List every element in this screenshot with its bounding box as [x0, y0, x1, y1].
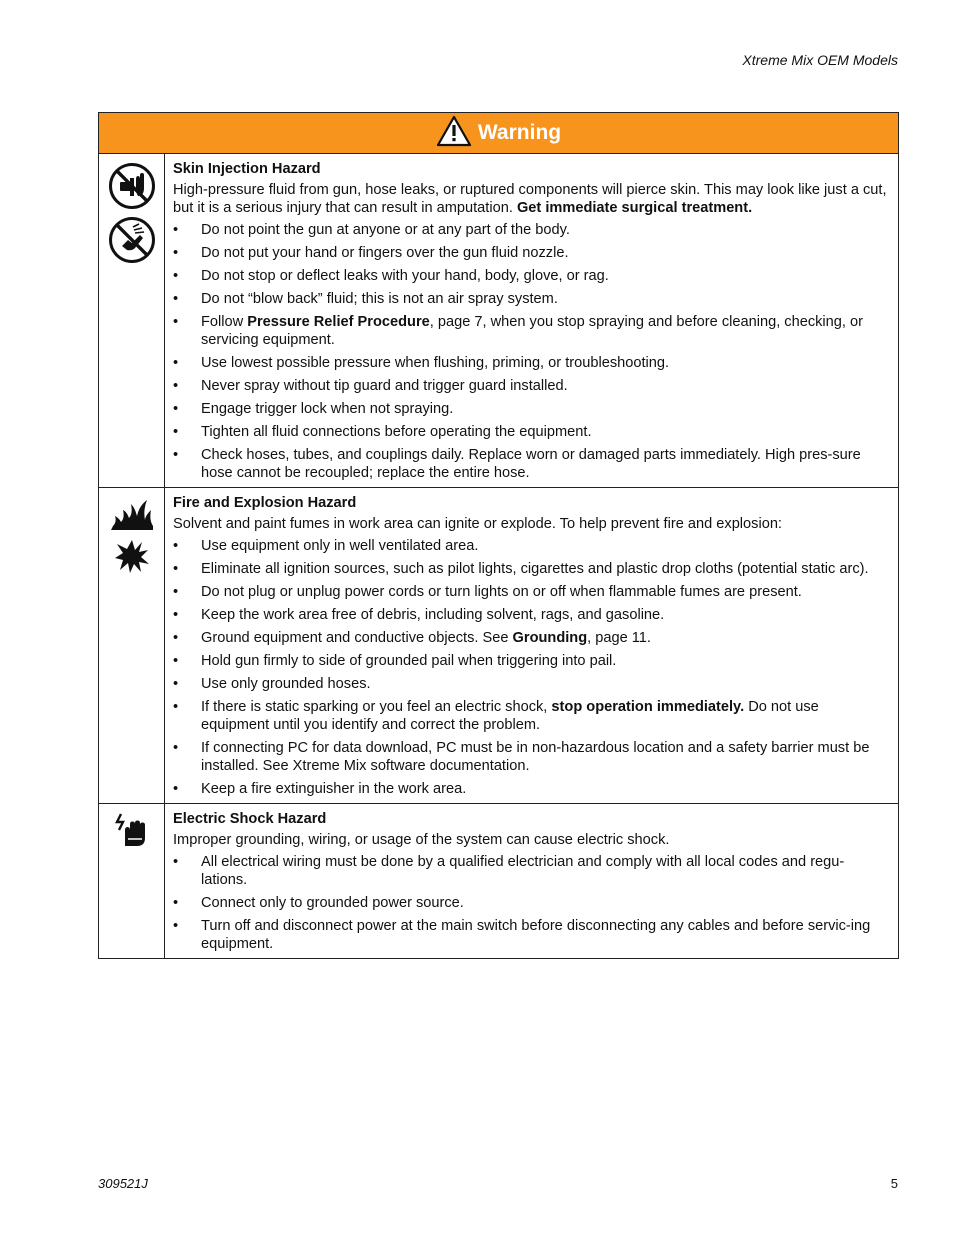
- hazard-list-item: • Use equipment only in well ventilated area.: [173, 537, 890, 555]
- hazard-text-column: [165, 804, 898, 958]
- hazard-list-item: • Keep the work area free of debris, including solvent, rags, and gasoline.: [173, 606, 890, 624]
- hazard-title: Fire and Explosion Hazard: [173, 495, 357, 511]
- flame-icon: [109, 496, 155, 532]
- list-item-text: Do not use equipment until you identify and correct the problem.: [201, 699, 819, 733]
- hazard-list-item: • Do not plug or unplug power cords or turn lights on or off when flammable fumes are present.: [173, 583, 890, 601]
- hazard-icon-column: [99, 804, 165, 958]
- hazard-icon-column: [99, 154, 165, 487]
- hazard-intro: [173, 181, 890, 217]
- hazard-list-item: • Do not “blow back” fluid; this is not an air spray system.: [173, 290, 890, 308]
- hazard-icon-column: [99, 488, 165, 803]
- warning-heading: Warning: [477, 121, 562, 144]
- hazard-list-item: • Hold gun firmly to side of grounded pail when triggering into pail.: [173, 652, 890, 670]
- hazard-row-electric-shock: [99, 804, 898, 958]
- list-item-text: , page 11.: [587, 630, 651, 646]
- hazard-list-item: • If connecting PC for data download, PC must be in non-hazardous location and a safety barrier must be installed. See Xtreme Mix software documentation.: [173, 739, 890, 775]
- running-header: Xtreme Mix OEM Models: [742, 52, 898, 68]
- hazard-intro: Improper grounding, wiring, or usage of the system can cause electric shock.: [173, 832, 670, 848]
- hazard-row-skin-injection: [99, 154, 898, 488]
- warning-table: [98, 112, 899, 959]
- hazard-list-item: • Connect only to grounded power source.: [173, 894, 890, 912]
- hazard-list-item: • Do not put your hand or fingers over the gun fluid nozzle.: [173, 244, 890, 262]
- hazard-list-item: • Turn off and disconnect power at the main switch before disconnecting any cables and before servic-ing equipment.: [173, 917, 890, 953]
- no-hand-in-spray-icon: [108, 216, 156, 264]
- list-item-emphasis: Pressure Relief Procedure: [247, 314, 430, 330]
- hazard-list-item: • Keep a fire extinguisher in the work area.: [173, 780, 890, 798]
- hazard-list-item: • Eliminate all ignition sources, such as pilot lights, cigarettes and plastic drop cloths (potential static arc).: [173, 560, 890, 578]
- intro-text: High-pressure fluid from gun, hose leaks, or ruptured components will pierce skin. This may look like just a cut, but it is a serious injury that can result in amputation.: [173, 182, 887, 216]
- intro-emphasis: Get immediate surgical treatment.: [516, 200, 753, 216]
- hazard-intro: Solvent and paint fumes in work area can ignite or explode. To help prevent fire and explosion:: [173, 516, 782, 532]
- no-hand-over-nozzle-icon: [108, 162, 156, 210]
- hazard-text-column: [165, 488, 898, 803]
- hazard-list: [173, 221, 890, 482]
- hazard-list-item: • Use lowest possible pressure when flushing, priming, or troubleshooting.: [173, 354, 890, 372]
- warning-banner: [99, 113, 898, 154]
- list-item-text: Follow: [201, 314, 248, 330]
- hazard-list-item: • Check hoses, tubes, and couplings daily. Replace worn or damaged parts immediately. High pres-sure hose cannot be recoupled; replace the entire hose.: [173, 446, 890, 482]
- hazard-title: Skin Injection Hazard: [173, 161, 321, 177]
- hazard-text-column: [165, 154, 898, 487]
- hazard-row-fire-explosion: [99, 488, 898, 804]
- page-number: 5: [890, 1176, 898, 1191]
- hazard-list-item: • Do not stop or deflect leaks with your hand, body, glove, or rag.: [173, 267, 890, 285]
- warning-triangle-icon: [436, 115, 472, 147]
- list-item-emphasis: Grounding: [512, 630, 588, 646]
- hazard-list-item: [173, 698, 890, 734]
- list-item-emphasis: stop operation immediately.: [551, 699, 745, 715]
- hazard-list-item: • Never spray without tip guard and trigger guard installed.: [173, 377, 890, 395]
- document-number: 309521J: [98, 1176, 148, 1191]
- hazard-title: Electric Shock Hazard: [173, 811, 327, 827]
- hazard-list-item: • Do not point the gun at anyone or at any part of the body.: [173, 221, 890, 239]
- hazard-list: [173, 853, 890, 953]
- hazard-list-item: [173, 629, 890, 647]
- hazard-list-item: • All electrical wiring must be done by a qualified electrician and comply with all local codes and regu-lations.: [173, 853, 890, 889]
- hazard-list-item: • Tighten all fluid connections before operating the equipment.: [173, 423, 890, 441]
- hazard-list: [173, 537, 890, 798]
- list-item-text: Ground equipment and conductive objects. See: [201, 630, 513, 646]
- explosion-icon: [114, 538, 150, 574]
- hazard-list-item: [173, 313, 890, 349]
- list-item-text: , page 7, when you stop spraying and before cleaning, checking, or servicing equipment.: [201, 314, 863, 348]
- hazard-list-item: • Use only grounded hoses.: [173, 675, 890, 693]
- list-item-text: If there is static sparking or you feel an electric shock,: [201, 699, 552, 715]
- hazard-list-item: • Engage trigger lock when not spraying.: [173, 400, 890, 418]
- electric-shock-hand-icon: [115, 812, 149, 848]
